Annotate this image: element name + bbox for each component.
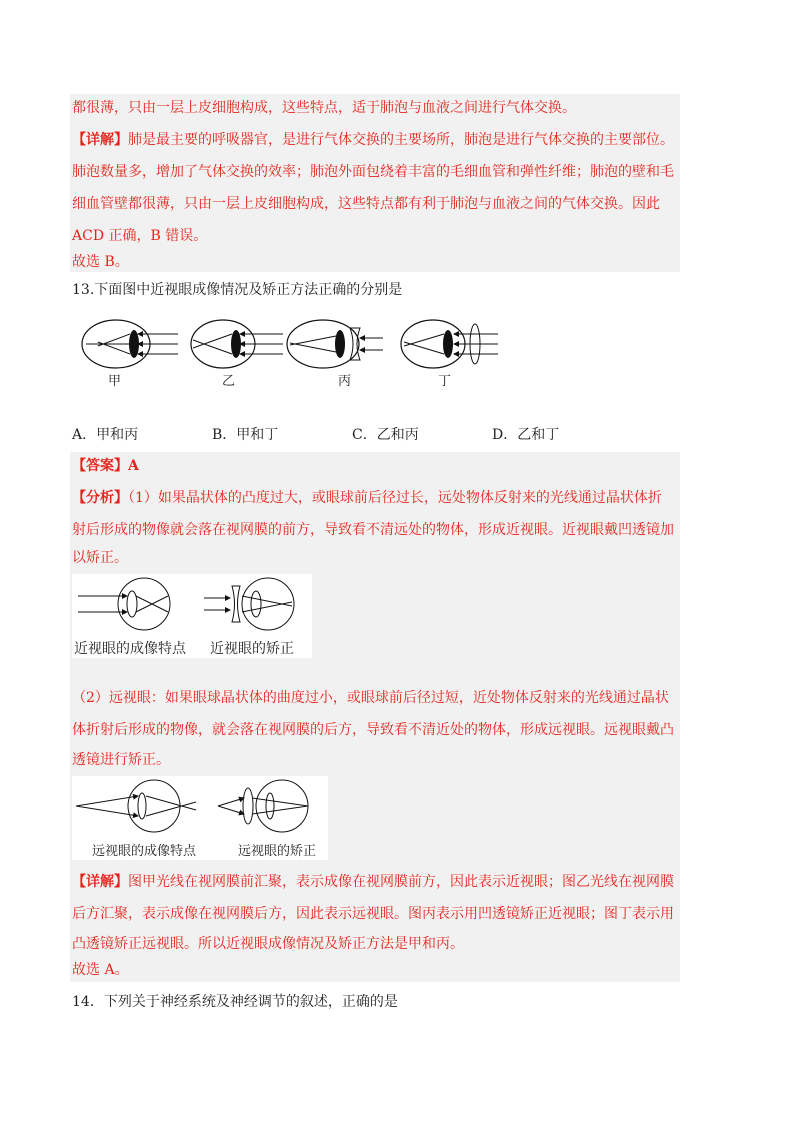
hyperopia-diagram — [72, 776, 328, 836]
myopia-caption-2: 近视眼的矫正 — [210, 641, 294, 657]
q12-detail-line-1: 【详解】肺是最主要的呼吸器官，是进行气体交换的主要场所，肺泡是进行气体交换的主要部位。 — [72, 132, 674, 148]
option-d: D．乙和丁 — [492, 427, 560, 443]
option-c: C．乙和丙 — [352, 427, 419, 443]
q12-detail-line-2: 肺泡数量多，增加了气体交换的效率；肺泡外面包绕着丰富的毛细血管和弹性纤维；肺泡的壁和毛 — [72, 164, 674, 180]
eye-diagram-jia — [82, 320, 178, 368]
q13-eye-diagrams — [78, 318, 538, 398]
detail-tag: 【详解】 — [72, 132, 128, 148]
q12-detail-line-3: 细血管壁都很薄，只由一层上皮细胞构成，这些特点都有利于肺泡与血液之间的气体交换。因此 — [72, 196, 660, 212]
myopia-figure — [72, 574, 312, 658]
figure-label-bing: 丙 — [338, 374, 352, 389]
eye-diagram-bing — [287, 320, 383, 368]
analysis-tag: 【分析】 — [72, 490, 128, 506]
q12-choice: 故选 B。 — [72, 254, 129, 270]
q13-analysis-line-3: 以矫正。 — [72, 550, 128, 566]
q13-detail-line-1: 【详解】图甲光线在视网膜前汇聚，表示成像在视网膜前方，因此表示近视眼；图乙光线在视网膜 — [72, 874, 674, 890]
q12-tail-line: 都很薄，只由一层上皮细胞构成，这些特点，适于肺泡与血液之间进行气体交换。 — [72, 100, 576, 116]
q13-analysis-line-1: 【分析】（1）如果晶状体的凸度过大，或眼球前后径过长，远处物体反射来的光线通过晶状体折 — [72, 490, 662, 506]
q13-detail-line-3: 凸透镜矫正远视眼。所以近视眼成像情况及矫正方法是甲和丙。 — [72, 936, 464, 952]
q13-analysis-line-2: 射后形成的物像就会落在视网膜的前方，导致看不清远处的物体，形成近视眼。近视眼戴凹透镜加 — [72, 522, 674, 538]
q12-detail-line-4: ACD 正确，B 错误。 — [72, 228, 208, 244]
q13-hyper-line-3: 透镜进行矫正。 — [72, 752, 170, 768]
q13-answer: 【答案】A — [72, 458, 139, 474]
option-b: B．甲和丁 — [212, 427, 279, 443]
eye-diagram-ding — [401, 320, 498, 368]
myopia-diagram — [72, 574, 312, 634]
detail-tag-13: 【详解】 — [72, 874, 128, 890]
option-a: A．甲和丙 — [72, 427, 139, 443]
q14-stem: 14．下列关于神经系统及神经调节的叙述，正确的是 — [72, 994, 398, 1010]
myopia-caption-1: 近视眼的成像特点 — [74, 641, 186, 657]
q13-hyper-line-1: （2）远视眼：如果眼球晶状体的曲度过小，或眼球前后径过短，近处物体反射来的光线通过晶状 — [72, 690, 669, 706]
q13-stem: 13.下面图中近视眼成像情况及矫正方法正确的分别是 — [72, 282, 403, 298]
eye-diagram-yi — [191, 320, 283, 368]
q13-hyper-line-2: 体折射后形成的物像，就会落在视网膜的后方，导致看不清近处的物体，形成远视眼。远视眼戴凸 — [72, 722, 674, 738]
figure-label-jia: 甲 — [108, 374, 122, 389]
hyperopia-caption-1: 远视眼的成像特点 — [92, 844, 197, 859]
figure-label-yi: 乙 — [222, 374, 236, 389]
q13-detail-line-2: 后方汇聚，表示成像在视网膜后方，因此表示远视眼。图丙表示用凹透镜矫正近视眼；图丁表示用 — [72, 906, 674, 922]
hyperopia-caption-2: 远视眼的矫正 — [238, 844, 317, 859]
figure-label-ding: 丁 — [438, 374, 452, 389]
hyperopia-figure — [72, 776, 328, 860]
q13-choice: 故选 A。 — [72, 962, 129, 978]
